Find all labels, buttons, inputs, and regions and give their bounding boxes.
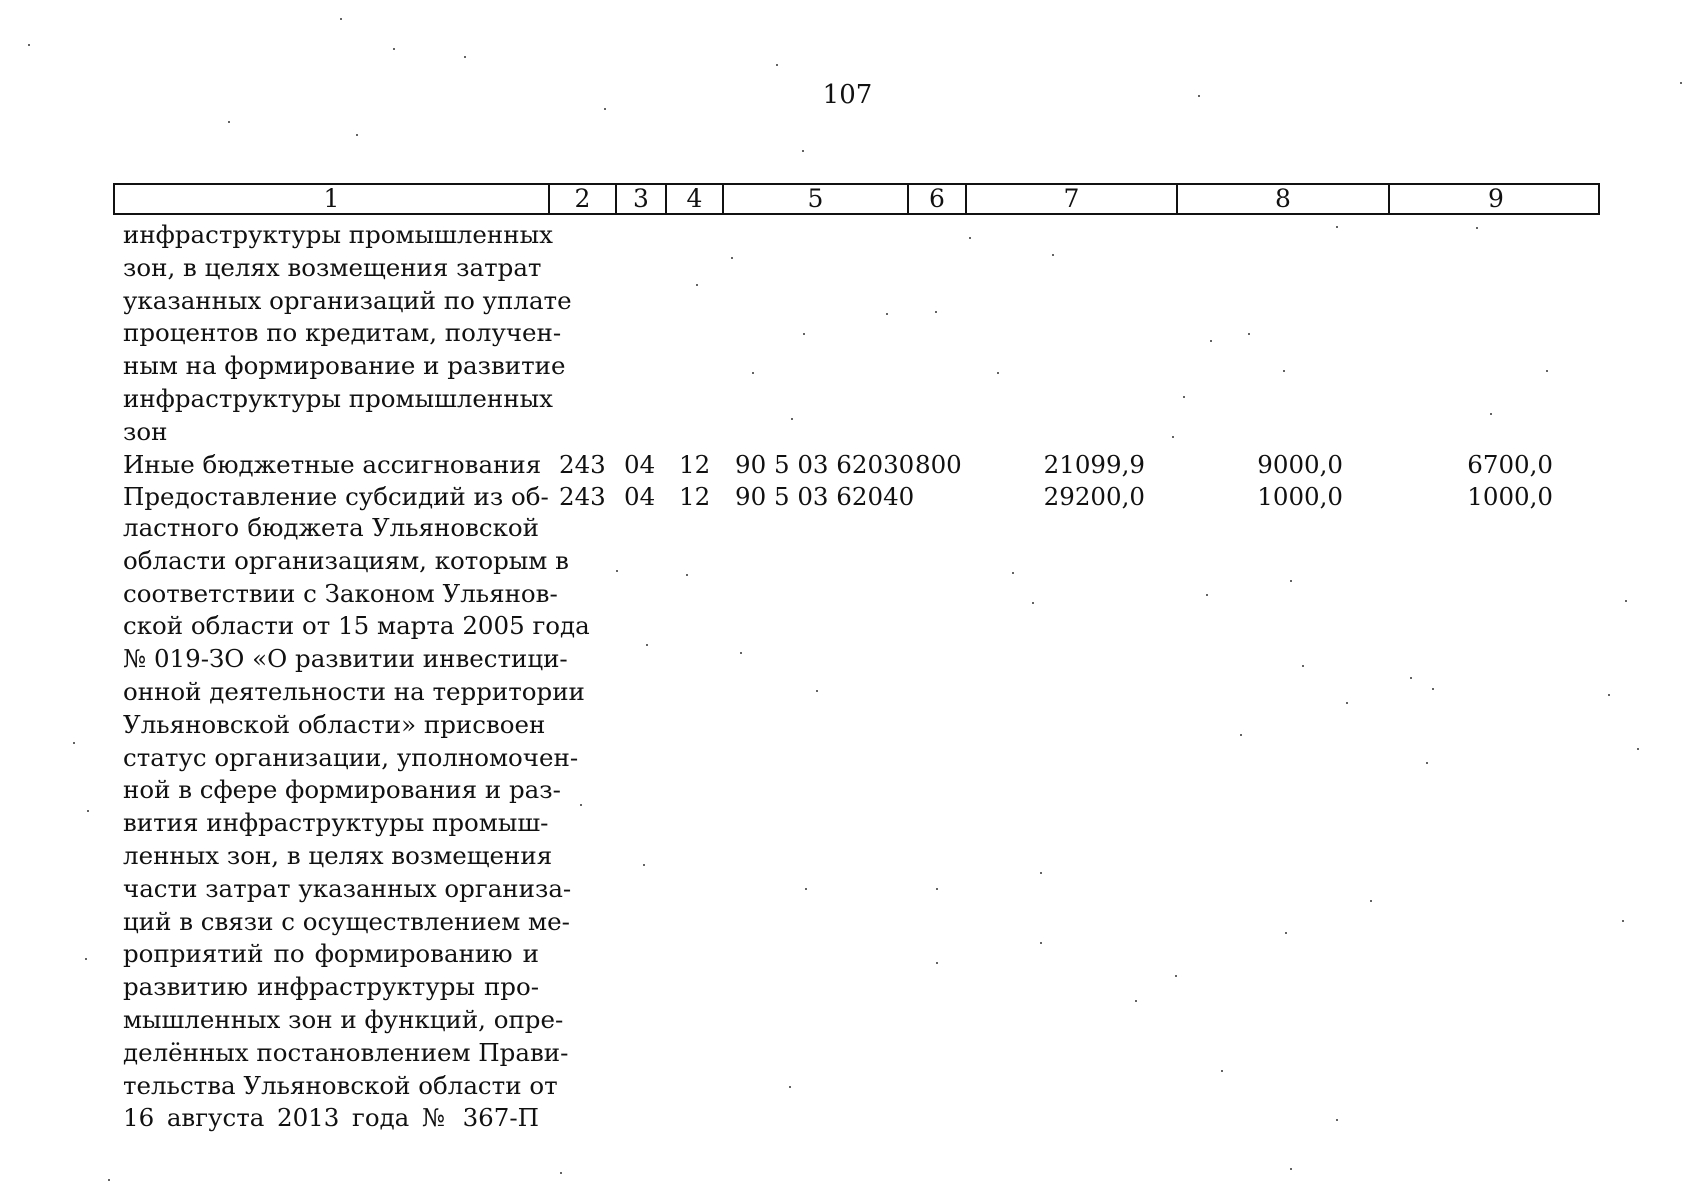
text-line: статус организации, уполномочен- bbox=[123, 742, 579, 772]
scan-speck bbox=[1052, 254, 1054, 256]
header-col-1: 1 bbox=[115, 185, 550, 213]
scan-speck bbox=[803, 333, 805, 335]
scan-speck bbox=[686, 574, 688, 576]
row-col-7: 29200,0 bbox=[1043, 482, 1145, 511]
scan-speck bbox=[560, 1172, 562, 1174]
text-line: соответствии с Законом Ульянов- bbox=[123, 578, 558, 608]
scan-speck bbox=[1248, 333, 1250, 335]
scan-speck bbox=[1285, 932, 1287, 934]
scan-speck bbox=[1490, 413, 1492, 415]
scan-speck bbox=[1336, 226, 1338, 228]
table-row bbox=[123, 480, 1603, 513]
scan-speck bbox=[1290, 1168, 1292, 1170]
scan-speck bbox=[646, 644, 648, 646]
row-col-9: 1000,0 bbox=[1467, 482, 1553, 511]
text-line: делённых постановлением Прави- bbox=[123, 1037, 569, 1067]
text-line: области организациям, которым в bbox=[123, 545, 569, 575]
scan-speck bbox=[1476, 227, 1478, 229]
header-col-5: 5 bbox=[724, 185, 909, 213]
row-col-5: 90 5 03 62040 bbox=[735, 482, 915, 511]
row-col-2: 243 bbox=[559, 482, 606, 511]
text-line: развитию инфраструктуры про- bbox=[123, 972, 539, 1002]
table-row bbox=[123, 448, 1603, 481]
row-col-7: 21099,9 bbox=[1043, 450, 1145, 479]
scan-speck bbox=[1040, 942, 1042, 944]
scan-speck bbox=[1283, 370, 1285, 372]
text-line: ным на формирование и развитие bbox=[123, 351, 566, 381]
text-line: мышленных зон и функций, опре- bbox=[123, 1004, 564, 1034]
text-line: ленных зон, в целях возмещения bbox=[123, 840, 553, 870]
text-line: № 019-ЗО «О развитии инвестици- bbox=[123, 644, 568, 674]
text-line: ластного бюджета Ульяновской bbox=[123, 513, 539, 542]
scan-speck bbox=[1637, 748, 1639, 750]
header-col-4: 4 bbox=[667, 185, 724, 213]
text-line: роприятий по формированию и bbox=[123, 939, 539, 969]
row-col-4: 12 bbox=[679, 450, 711, 479]
row-name: Иные бюджетные ассигнования bbox=[123, 450, 542, 479]
scan-speck bbox=[1032, 602, 1034, 604]
header-col-2: 2 bbox=[550, 185, 617, 213]
text-line: ций в связи с осуществлением ме- bbox=[123, 906, 570, 936]
scan-speck bbox=[936, 888, 938, 890]
text-line: ской области от 15 марта 2005 года bbox=[123, 611, 590, 641]
scan-speck bbox=[1012, 572, 1014, 574]
scan-speck bbox=[73, 742, 75, 744]
row-name: Предоставление субсидий из об- bbox=[123, 482, 549, 511]
header-col-8: 8 bbox=[1178, 185, 1390, 213]
text-line: онной деятельности на территории bbox=[123, 676, 585, 706]
text-line: инфраструктуры промышленных bbox=[123, 220, 553, 249]
scan-speck bbox=[969, 237, 971, 239]
header-col-6: 6 bbox=[909, 185, 967, 213]
scan-speck bbox=[1175, 975, 1177, 977]
scan-speck bbox=[802, 150, 804, 152]
scan-speck bbox=[393, 48, 395, 50]
scan-speck bbox=[1546, 370, 1548, 372]
scan-speck bbox=[1608, 694, 1610, 696]
scan-speck bbox=[789, 1086, 791, 1088]
scan-speck bbox=[776, 64, 778, 66]
scan-speck bbox=[791, 418, 793, 420]
text-line: зон bbox=[123, 416, 168, 446]
scan-speck bbox=[731, 257, 733, 259]
scan-speck bbox=[1040, 872, 1042, 874]
scan-speck bbox=[87, 810, 89, 812]
scan-speck bbox=[752, 372, 754, 374]
scan-speck bbox=[1221, 1070, 1223, 1072]
row-col-8: 1000,0 bbox=[1257, 482, 1343, 511]
scan-speck bbox=[1370, 900, 1372, 902]
text-line: ной в сфере формирования и раз- bbox=[123, 775, 561, 805]
scan-speck bbox=[1290, 580, 1292, 582]
scan-speck bbox=[1198, 95, 1200, 97]
text-line: зон, в целях возмещения затрат bbox=[123, 252, 542, 282]
scan-speck bbox=[1346, 702, 1348, 704]
scan-speck bbox=[805, 888, 807, 890]
scan-speck bbox=[935, 311, 937, 313]
scan-speck bbox=[28, 44, 30, 46]
text-line: вития инфраструктуры промыш- bbox=[123, 808, 549, 838]
scan-speck bbox=[616, 570, 618, 572]
scan-speck bbox=[356, 134, 358, 136]
scan-speck bbox=[108, 1179, 110, 1181]
text-line: части затрат указанных организа- bbox=[123, 873, 572, 903]
scan-speck bbox=[85, 958, 87, 960]
page-number: 107 bbox=[822, 80, 873, 110]
scan-speck bbox=[1680, 82, 1682, 84]
scan-speck bbox=[1183, 396, 1185, 398]
row-col-6: 800 bbox=[915, 450, 962, 479]
scan-speck bbox=[464, 56, 466, 58]
scan-speck bbox=[340, 18, 342, 20]
text-line: 16 августа 2013 года № 367-П bbox=[123, 1103, 539, 1133]
scan-speck bbox=[1336, 1119, 1338, 1121]
text-line: тельства Ульяновской области от bbox=[123, 1070, 558, 1100]
scan-speck bbox=[1240, 734, 1242, 736]
scan-speck bbox=[816, 690, 818, 692]
row-col-5: 90 5 03 62030 bbox=[735, 450, 915, 479]
scan-speck bbox=[936, 962, 938, 964]
scan-speck bbox=[1210, 340, 1212, 342]
scan-speck bbox=[604, 108, 606, 110]
text-line: Ульяновской области» присвоен bbox=[123, 709, 546, 739]
row-col-2: 243 bbox=[559, 450, 606, 479]
scan-speck bbox=[1410, 677, 1412, 679]
row-col-3: 04 bbox=[624, 450, 656, 479]
scan-speck bbox=[1622, 920, 1624, 922]
scan-speck bbox=[1432, 688, 1434, 690]
scan-speck bbox=[1426, 762, 1428, 764]
header-col-9: 9 bbox=[1488, 184, 1504, 213]
text-line: процентов по кредитам, получен- bbox=[123, 318, 562, 348]
table-header-row bbox=[113, 183, 1600, 215]
scan-speck bbox=[1302, 665, 1304, 667]
header-col-7: 7 bbox=[967, 185, 1178, 213]
row-col-3: 04 bbox=[624, 482, 656, 511]
scan-speck bbox=[580, 804, 582, 806]
scan-speck bbox=[643, 864, 645, 866]
scan-speck bbox=[997, 372, 999, 374]
scan-speck bbox=[228, 121, 230, 123]
row-col-9: 6700,0 bbox=[1467, 450, 1553, 479]
text-line: указанных организаций по уплате bbox=[123, 285, 572, 315]
header-col-3: 3 bbox=[617, 185, 667, 213]
scan-speck bbox=[1135, 1000, 1137, 1002]
continued-description-block bbox=[123, 219, 572, 449]
scan-speck bbox=[740, 652, 742, 654]
scan-speck bbox=[1625, 600, 1627, 602]
row-col-4: 12 bbox=[679, 482, 711, 511]
scan-speck bbox=[1172, 436, 1174, 438]
scan-speck bbox=[696, 284, 698, 286]
text-line: инфраструктуры промышленных bbox=[123, 383, 553, 413]
row-col-8: 9000,0 bbox=[1257, 450, 1343, 479]
scan-speck bbox=[1206, 594, 1208, 596]
scan-speck bbox=[886, 313, 888, 315]
subsidy-description-block bbox=[123, 512, 590, 1135]
